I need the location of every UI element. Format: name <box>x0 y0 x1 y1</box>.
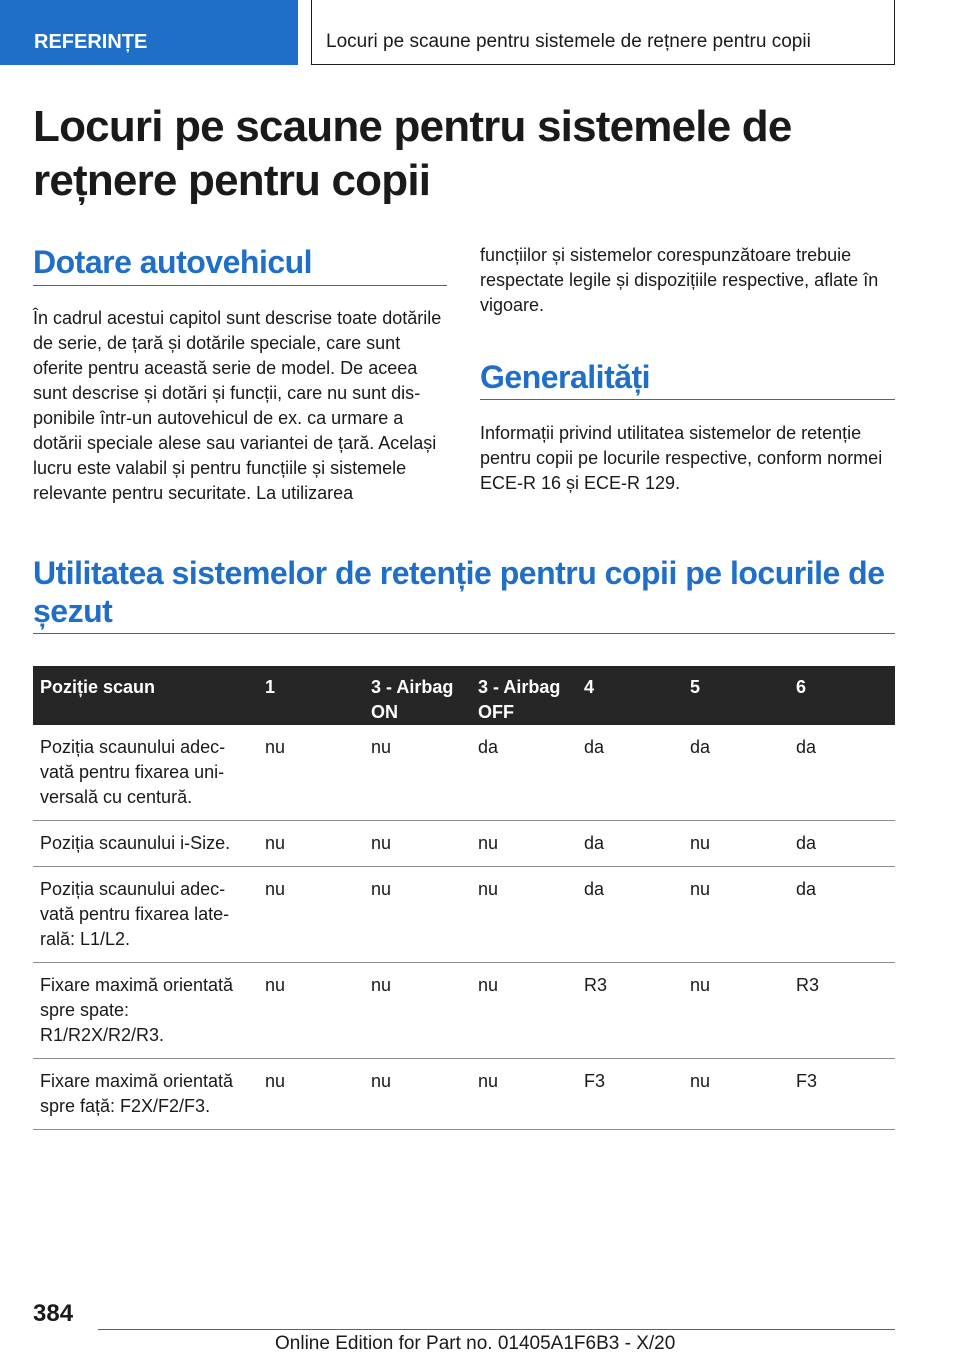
table-cell: nu <box>683 1059 789 1130</box>
table-row <box>33 725 895 821</box>
table-cell: R3 <box>577 963 683 1059</box>
footer-divider <box>98 1329 895 1330</box>
table-header-row <box>33 666 895 725</box>
table-cell: da <box>577 867 683 963</box>
table-cell: nu <box>683 963 789 1059</box>
table-cell: nu <box>683 867 789 963</box>
table-row <box>33 963 895 1059</box>
table-cell: nu <box>258 725 364 821</box>
col-header-seat-position: Poziție scaun <box>33 666 258 725</box>
heading-utilitatea-sistemelor: Utilitatea sistemelor de retenție pentru copii pe locurile de șezut <box>33 554 895 634</box>
paragraph-dotare: În cadrul acestui capitol sunt descrise toate dotările de serie, de țară și dotările speciale, care sunt oferite pentru această serie de model. De aceea sunt descrise și dotări și funcții, care nu sunt disponibile într-un autovehicul de ex. ca urmare a dotării speciale alese sau variantei de țară. Același lucru este valabil și pentru funcțiile și sistemele relevante pentru securitate. La utilizarea <box>33 308 442 503</box>
footer-edition-text: Online Edition for Part no. 01405A1F6B3 - X/20 <box>275 1333 676 1354</box>
col-header-seat-1: 1 <box>258 666 364 725</box>
table-cell: nu <box>471 963 577 1059</box>
table-cell: da <box>577 725 683 821</box>
paragraph-generalitati: Informații privind utilitatea sistemelor de retenție pentru copii pe locurile respective, conform normei ECE-R 16 și ECE-R 129. <box>480 423 883 493</box>
table-cell: nu <box>258 963 364 1059</box>
paragraph-dotare-continuation: funcțiilor și sistemelor corespunzătoare trebuie respectate legile și dispozițiile respective, aflate în vigoare. <box>480 245 879 315</box>
table-cell: nu <box>258 1059 364 1130</box>
table-cell: nu <box>364 867 471 963</box>
section-tab[interactable]: REFERINȚE <box>0 0 298 65</box>
table-cell: da <box>789 867 895 963</box>
page-title: Locuri pe scaune pentru sistemele de rețnere pentru copii <box>33 102 792 205</box>
heading-generalitati: Generalități <box>480 359 895 400</box>
table-cell: nu <box>364 821 471 867</box>
heading-dotare-autovehicul: Dotare autovehicul <box>33 244 447 286</box>
table-cell: nu <box>364 1059 471 1130</box>
table-cell: F3 <box>789 1059 895 1130</box>
page-number: 384 <box>33 1300 74 1327</box>
table-cell: Poziția scaunului adecvată pentru fixarea laterală: L1/L2. <box>33 867 258 963</box>
table-cell: da <box>471 725 577 821</box>
table-cell: Fixare maximă orientată spre față: F2X/F2/F3. <box>33 1059 258 1130</box>
table-cell: nu <box>258 867 364 963</box>
table-cell: F3 <box>577 1059 683 1130</box>
table-cell: da <box>683 725 789 821</box>
table-cell: nu <box>471 867 577 963</box>
table-cell: R3 <box>789 963 895 1059</box>
col-header-seat-6: 6 <box>789 666 895 725</box>
table-cell: nu <box>471 821 577 867</box>
breadcrumb: Locuri pe scaune pentru sistemele de rețnere pentru copii <box>311 0 895 65</box>
table-cell: da <box>789 725 895 821</box>
table-cell: nu <box>364 963 471 1059</box>
table-cell: da <box>789 821 895 867</box>
table-row <box>33 1059 895 1130</box>
table-row <box>33 821 895 867</box>
col-header-seat-4: 4 <box>577 666 683 725</box>
col-header-seat-3-airbag-off: 3 - Airbag OFF <box>471 666 577 725</box>
table-cell: nu <box>258 821 364 867</box>
col-header-seat-3-airbag-on: 3 - Airbag ON <box>364 666 471 725</box>
table-cell: nu <box>471 1059 577 1130</box>
table-cell: Poziția scaunului i-Size. <box>33 821 258 867</box>
table-row <box>33 867 895 963</box>
col-header-seat-5: 5 <box>683 666 789 725</box>
table-cell: Fixare maximă orientată spre spate: R1/R2X/R2/R3. <box>33 963 258 1059</box>
table-cell: da <box>577 821 683 867</box>
seat-suitability-table <box>33 666 895 1130</box>
table-cell: Poziția scaunului adecvată pentru fixarea universală cu centură. <box>33 725 258 821</box>
table-cell: nu <box>683 821 789 867</box>
table-cell: nu <box>364 725 471 821</box>
